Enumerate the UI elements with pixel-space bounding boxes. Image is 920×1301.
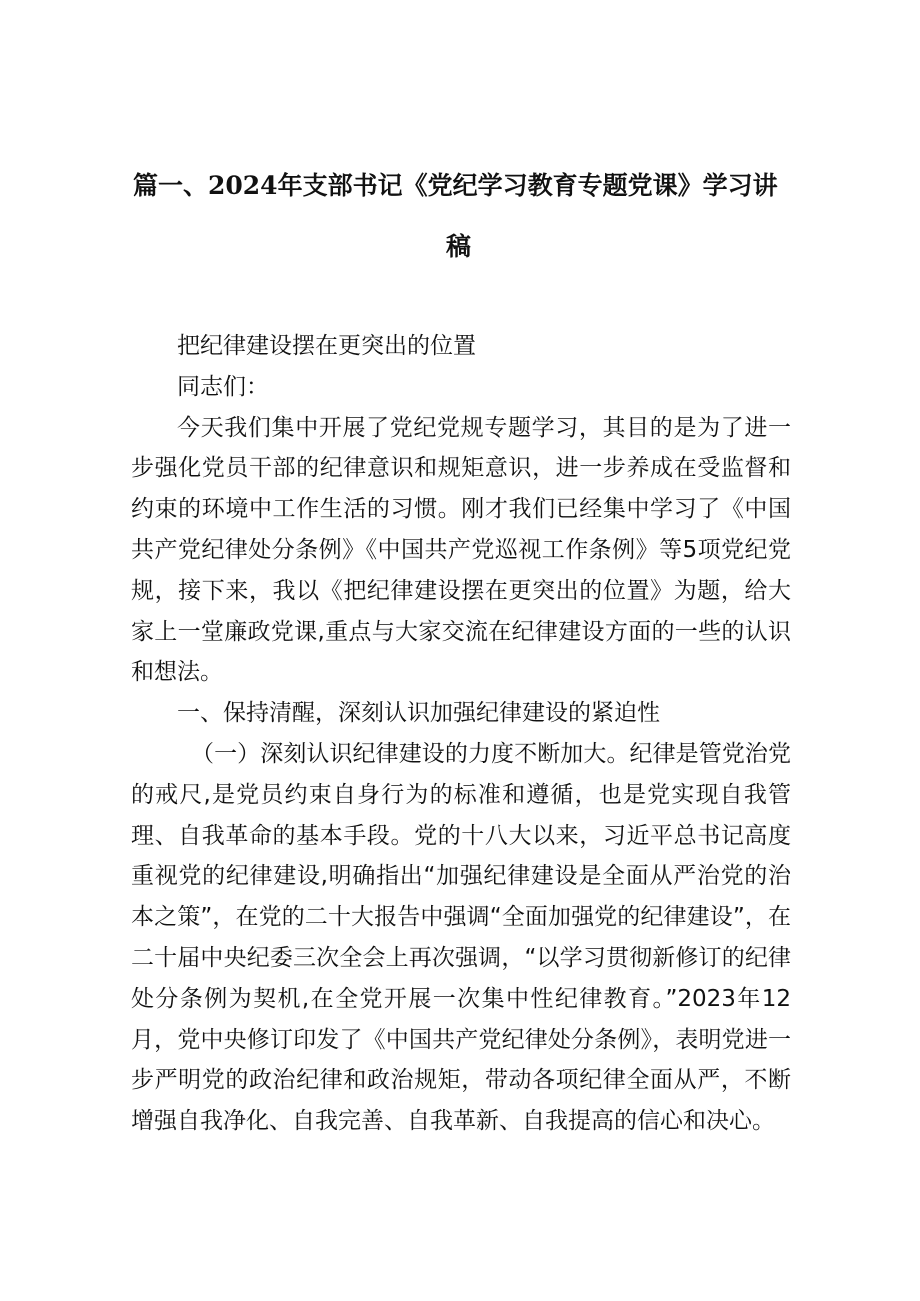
part-heading: 一、保持清醒，深刻认识加强纪律建设的紧迫性 xyxy=(177,700,660,727)
document-title-continuation: 稿 xyxy=(446,232,472,261)
body-paragraph: 今天我们集中开展了党纪党规专题学习，其目的是为了进一步强化党员干部的纪律意识和规矩意识，进一步养成在受监督和约束的环境中工作生活的习惯。刚才我们已经集中学习了《中国共产党纪律处分条例》《中国共产党巡视工作条例》等5项党纪党规，接下来，我以《把纪律建设摆在更突出的位置》为题，给大家上一堂廉政党课,重点与大家交流在纪律建设方面的一些的认识和想法。 xyxy=(131,414,791,686)
body-paragraph: （一）深刻认识纪律建设的力度不断加大。纪律是管党治党的戒尺,是党员约束自身行为的标准和遵循，也是党实现自我管理、自我革命的基本手段。党的十八大以来，习近平总书记高度重视党的纪律建设,明确指出“加强纪律建设是全面从严治党的治本之策”，在党的二十大报告中强调“全面加强党的纪律建设”，在二十届中央纪委三次全会上再次强调，“以学习贯彻新修订的纪律处分条例为契机,在全党开展一次集中性纪律教育。”2023年12月，党中央修订印发了《中国共产党纪律处分条例》，表明党进一步严明党的政治纪律和政治规矩，带动各项纪律全面从严，不断增强自我净化、自我完善、自我革新、自我提高的信心和决心。 xyxy=(131,740,791,1135)
document-body xyxy=(131,326,791,1142)
document-title: 篇一、2024年支部书记《党纪学习教育专题党课》学习讲 xyxy=(133,171,778,200)
salutation: 同志们： xyxy=(177,373,269,400)
section-heading: 把纪律建设摆在更突出的位置 xyxy=(177,333,476,359)
